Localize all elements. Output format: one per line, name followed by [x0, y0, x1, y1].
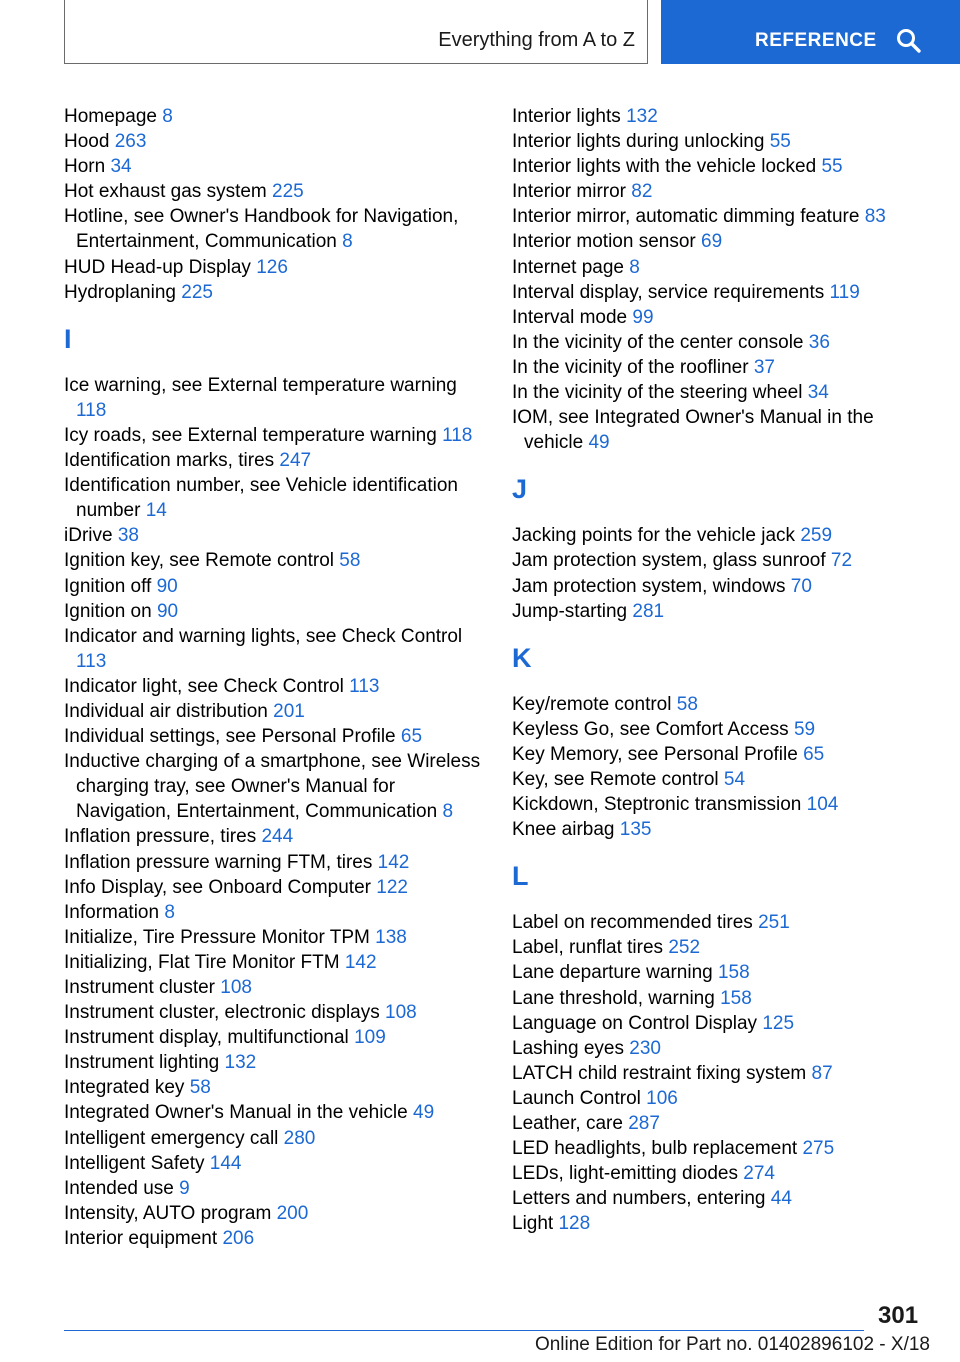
index-page-link[interactable]: 49	[413, 1102, 435, 1124]
index-entry	[512, 817, 932, 842]
index-entry-text: Hydroplaning	[64, 281, 176, 303]
index-entry-text: Interior equipment	[64, 1227, 218, 1249]
index-entry	[512, 792, 932, 817]
index-page-link[interactable]: 142	[344, 951, 377, 973]
index-entry	[512, 355, 932, 380]
index-page-link[interactable]: 225	[181, 281, 213, 303]
index-page-link[interactable]: 109	[354, 1027, 386, 1049]
index-entry-text: Interval display, service requirements	[512, 281, 825, 303]
index-entry-text: Instrument display, multifunctional	[64, 1027, 349, 1049]
index-entry	[64, 925, 484, 950]
index-page-link[interactable]: 132	[224, 1052, 257, 1074]
index-page-link[interactable]: 106	[646, 1087, 678, 1109]
index-entry	[64, 1126, 484, 1151]
index-entry-text: Individual air distribution	[64, 700, 268, 722]
index-page-link[interactable]: 118	[76, 399, 107, 421]
index-page-link[interactable]: 8	[629, 256, 640, 278]
index-entry-text: Lane threshold, warning	[512, 987, 715, 1009]
index-entry-text: Horn	[64, 156, 106, 178]
page-number: 301	[878, 1302, 919, 1329]
index-entry-text: Ignition off	[64, 575, 152, 597]
index-entry	[64, 1000, 484, 1025]
index-page-link[interactable]: 287	[628, 1113, 660, 1134]
index-page-link[interactable]: 142	[377, 851, 410, 873]
index-page-link[interactable]: 87	[811, 1062, 833, 1084]
index-page-link[interactable]: 247	[279, 450, 312, 472]
index-entry	[64, 423, 484, 448]
index-page-link[interactable]: 58	[339, 550, 361, 572]
index-entry-text: Kickdown, Steptronic transmission	[512, 794, 802, 816]
index-entry	[64, 1075, 484, 1100]
index-entry-text: In the vicinity of the steering wheel	[512, 382, 803, 404]
index-page-link[interactable]: 125	[762, 1012, 795, 1034]
index-entry-text: Label, runflat tires	[512, 937, 664, 959]
index-page-link[interactable]: 128	[558, 1213, 591, 1235]
index-page-link[interactable]: 8	[164, 901, 175, 923]
index-page-link[interactable]: 55	[821, 156, 843, 178]
index-page-link[interactable]: 158	[720, 987, 752, 1009]
index-entry-text: Label on recommended tires	[512, 912, 753, 934]
index-page-link[interactable]: 280	[283, 1127, 316, 1149]
index-entry-text: Key/remote control	[512, 693, 672, 715]
index-page-link[interactable]: 90	[156, 600, 179, 622]
index-entry-text: Jam protection system, glass sunroof	[512, 550, 826, 572]
index-entry-text: In the vicinity of the center console	[512, 331, 804, 353]
index-page-link[interactable]: 259	[800, 525, 833, 547]
index-entry	[64, 104, 484, 129]
index-entry	[64, 1176, 484, 1201]
index-page-link[interactable]: 44	[770, 1188, 792, 1210]
index-entry	[512, 255, 932, 280]
index-page-link[interactable]: 113	[349, 675, 380, 697]
index-entry	[64, 1226, 484, 1251]
index-entry	[512, 910, 932, 935]
index-entry-text: IOM, see Integrated Owner's Manual in the vehicle	[512, 407, 874, 454]
index-entry	[64, 850, 484, 875]
index-page-link[interactable]: 230	[629, 1037, 661, 1059]
index-entry-text: Hotline, see Owner's Handbook for Navigation, Entertainment, Communication	[64, 206, 459, 253]
index-entry	[512, 1211, 932, 1236]
index-page-link[interactable]: 8	[162, 106, 173, 127]
index-entry-text: Lashing eyes	[512, 1037, 624, 1059]
index-entry-text: Instrument lighting	[64, 1052, 220, 1074]
index-entry	[64, 1201, 484, 1226]
index-page-link[interactable]: 119	[829, 281, 860, 303]
index-page-link[interactable]: 38	[117, 525, 139, 547]
index-page-link[interactable]: 99	[632, 306, 654, 328]
index-page-link[interactable]: 65	[803, 743, 825, 765]
index-page-link[interactable]: 252	[668, 937, 701, 959]
index-entry	[512, 717, 932, 742]
index-page-link[interactable]: 275	[802, 1138, 835, 1160]
index-entry-text: iDrive	[64, 525, 113, 547]
index-page-link[interactable]: 138	[375, 926, 407, 948]
index-entry-text: Knee airbag	[512, 819, 615, 841]
index-entry	[64, 950, 484, 975]
index-entry	[512, 280, 932, 305]
index-entry-text: Integrated key	[64, 1077, 185, 1099]
index-entry-text: Instrument cluster	[64, 977, 215, 998]
index-page-link[interactable]: 225	[272, 181, 304, 203]
index-page-link[interactable]: 54	[723, 768, 746, 790]
index-entry-text: Indicator and warning lights, see Check Control	[64, 625, 463, 647]
index-entry	[512, 523, 932, 548]
index-entry	[64, 900, 484, 925]
index-entry	[512, 1011, 932, 1036]
index-entry-text: Interior mirror, automatic dimming feature	[512, 206, 860, 228]
index-entry-text: Homepage	[64, 106, 157, 127]
index-entry	[64, 373, 484, 423]
index-entry	[64, 624, 484, 674]
index-page-link[interactable]: 34	[110, 156, 132, 178]
index-entry-text: Interior lights during unlocking	[512, 131, 765, 153]
index-entry-text: Jump-starting	[512, 600, 628, 622]
index-page-link[interactable]: 104	[806, 794, 839, 816]
index-entry	[512, 1186, 932, 1211]
index-page-link[interactable]: 82	[631, 181, 653, 203]
index-entry	[512, 548, 932, 573]
index-page-link[interactable]: 58	[189, 1077, 211, 1099]
index-entry-text: Interior lights	[512, 106, 621, 127]
index-entry-text: Ice warning, see External temperature warning	[64, 374, 457, 396]
index-entry	[512, 104, 932, 129]
index-entry	[512, 599, 932, 624]
index-entry	[512, 1061, 932, 1086]
index-entry	[512, 1086, 932, 1111]
index-entry	[64, 699, 484, 724]
index-entry	[512, 767, 932, 792]
index-entry	[64, 1100, 484, 1125]
index-entry-text: Identification marks, tires	[64, 450, 275, 472]
index-entry-text: Individual settings, see Personal Profile	[64, 726, 396, 748]
index-entry	[512, 935, 932, 960]
index-letter-heading: J	[512, 474, 528, 505]
index-page-link[interactable]: 244	[261, 826, 294, 848]
index-entry	[64, 129, 484, 154]
section-title: Everything from A to Z	[438, 29, 635, 51]
index-entry	[512, 405, 932, 455]
index-page-link[interactable]: 58	[676, 693, 698, 715]
magnifier-icon[interactable]	[895, 27, 923, 55]
index-page-link[interactable]: 113	[76, 650, 107, 672]
index-entry	[512, 229, 932, 254]
index-entry-text: Initializing, Flat Tire Monitor FTM	[64, 951, 340, 973]
index-page-link[interactable]: 90	[156, 575, 178, 597]
index-entry-text: Ignition key, see Remote control	[64, 550, 335, 572]
index-page-link[interactable]: 118	[442, 424, 473, 446]
index-page-link[interactable]: 108	[385, 1002, 417, 1024]
index-page-link[interactable]: 281	[632, 600, 665, 622]
index-entry	[64, 875, 484, 900]
index-entry-text: Keyless Go, see Comfort Access	[512, 718, 789, 740]
index-entry-text: Intelligent emergency call	[64, 1127, 279, 1149]
index-entry	[512, 305, 932, 330]
index-entry	[512, 154, 932, 179]
index-entry	[512, 129, 932, 154]
index-page-link[interactable]: 8	[342, 231, 353, 253]
index-entry-text: Intelligent Safety	[64, 1152, 205, 1174]
index-page-link[interactable]: 206	[222, 1227, 255, 1249]
index-entry	[64, 574, 484, 599]
edition-note: Online Edition for Part no. 01402896102 - X/18	[534, 1334, 930, 1355]
index-entry	[512, 574, 932, 599]
index-entry	[512, 330, 932, 355]
index-entry	[64, 1025, 484, 1050]
footer-divider	[64, 1330, 864, 1331]
index-page-link[interactable]: 65	[400, 726, 423, 748]
index-entry-text: Language on Control Display	[512, 1012, 758, 1034]
index-entry	[512, 1111, 932, 1136]
index-page-link[interactable]: 8	[442, 801, 454, 823]
index-page-link[interactable]: 201	[273, 700, 305, 722]
index-entry	[64, 448, 484, 473]
index-entry	[64, 599, 484, 624]
index-entry-text: LED headlights, bulb replacement	[512, 1138, 798, 1160]
index-entry	[64, 749, 484, 824]
index-entry	[64, 154, 484, 179]
index-entry-text: Identification number, see Vehicle identification number	[64, 475, 458, 522]
index-entry	[64, 473, 484, 523]
index-entry	[512, 179, 932, 204]
index-entry-text: Light	[512, 1213, 554, 1235]
index-letter-heading: I	[64, 323, 72, 354]
index-entry-text: Instrument cluster, electronic displays	[64, 1002, 380, 1024]
index-entry	[512, 742, 932, 767]
index-entry-text: Internet page	[512, 256, 624, 278]
index-page-link[interactable]: 122	[376, 876, 408, 898]
index-entry-text: Lane departure warning	[512, 962, 713, 984]
index-page-link[interactable]: 135	[619, 819, 652, 841]
index-entry-text: Leather, care	[512, 1113, 623, 1134]
index-entry	[64, 674, 484, 699]
index-entry-text: Hood	[64, 131, 110, 153]
index-entry	[64, 255, 484, 280]
index-entry	[64, 548, 484, 573]
index-entry-text: Integrated Owner's Manual in the vehicle	[64, 1102, 408, 1124]
index-page-link[interactable]: 49	[588, 432, 610, 454]
index-page-link[interactable]: 59	[793, 718, 816, 740]
index-entry-text: LEDs, light-emitting diodes	[512, 1163, 738, 1185]
index-entry	[512, 204, 932, 229]
index-entry-text: Interior mirror	[512, 181, 627, 203]
index-column-right	[512, 104, 932, 1236]
index-entry-text: Initialize, Tire Pressure Monitor TPM	[64, 926, 370, 948]
index-letter-heading: L	[512, 861, 529, 892]
index-page-link[interactable]: 132	[626, 106, 658, 127]
index-entry-text: Inflation pressure, tires	[64, 826, 257, 848]
index-page-link[interactable]: 83	[864, 206, 886, 228]
index-entry-text: Letters and numbers, entering	[512, 1188, 766, 1210]
index-entry	[512, 1161, 932, 1186]
index-entry-text: Jam protection system, windows	[512, 575, 786, 597]
index-entry	[64, 724, 484, 749]
reference-tab[interactable]	[661, 0, 960, 64]
index-entry	[64, 179, 484, 204]
index-entry	[64, 280, 484, 305]
index-page-link[interactable]: 200	[276, 1202, 309, 1224]
index-page-link[interactable]: 69	[701, 231, 723, 253]
index-page-link[interactable]: 251	[758, 912, 790, 934]
index-page-link[interactable]: 144	[209, 1152, 242, 1174]
index-entry-text: Inductive charging of a smartphone, see Wireless charging tray, see Owner's Manual for Navigation, Entertainment, Communication	[64, 751, 481, 823]
index-page-link[interactable]: 126	[256, 256, 288, 278]
index-page-link[interactable]: 274	[743, 1163, 775, 1185]
index-entry-text: Interval mode	[512, 306, 628, 328]
index-page-link[interactable]: 158	[717, 962, 750, 984]
index-entry-text: Indicator light, see Check Control	[64, 675, 344, 697]
index-entry	[512, 1036, 932, 1061]
index-entry-text: Hot exhaust gas system	[64, 181, 267, 203]
index-entry-text: Information	[64, 901, 160, 923]
index-entry-text: Launch Control	[512, 1087, 641, 1109]
index-entry-text: Jacking points for the vehicle jack	[512, 525, 796, 547]
index-entry	[512, 692, 932, 717]
index-entry-text: Intensity, AUTO program	[64, 1202, 272, 1224]
index-page-link[interactable]: 37	[753, 356, 775, 378]
index-entry-text: Interior motion sensor	[512, 231, 696, 253]
index-entry-text: Interior lights with the vehicle locked	[512, 156, 817, 178]
index-entry-text: HUD Head-up Display	[64, 256, 251, 278]
index-entry-text: Inflation pressure warning FTM, tires	[64, 851, 373, 873]
index-page-link[interactable]: 9	[179, 1177, 190, 1199]
header-section-box	[64, 0, 648, 64]
index-entry-text: Key, see Remote control	[512, 768, 719, 790]
index-entry	[512, 1136, 932, 1161]
index-page-link[interactable]: 108	[220, 977, 252, 998]
index-page-link[interactable]: 55	[769, 131, 791, 153]
index-entry	[64, 824, 484, 849]
index-entry-text: Ignition on	[64, 600, 152, 622]
index-page-link[interactable]: 14	[145, 500, 167, 522]
index-entry	[512, 380, 932, 405]
index-entry-text: Intended use	[64, 1177, 174, 1199]
index-page-link[interactable]: 36	[808, 331, 830, 353]
index-entry	[64, 1050, 484, 1075]
index-letter-heading: K	[512, 642, 532, 673]
index-entry	[512, 960, 932, 985]
index-page-link[interactable]: 70	[790, 575, 812, 597]
index-entry-text: LATCH child restraint fixing system	[512, 1062, 807, 1084]
index-page-link[interactable]: 34	[807, 382, 829, 404]
index-entry	[64, 523, 484, 548]
index-entry-text: Icy roads, see External temperature warning	[64, 424, 437, 446]
index-entry-text: Info Display, see Onboard Computer	[64, 876, 371, 898]
index-entry	[64, 1151, 484, 1176]
index-entry	[512, 986, 932, 1011]
index-column-left	[64, 104, 484, 1251]
reference-tab-label: REFERENCE	[755, 30, 877, 51]
index-entry-text: In the vicinity of the roofliner	[512, 356, 749, 378]
index-entry-text: Key Memory, see Personal Profile	[512, 743, 798, 765]
index-page-link[interactable]: 72	[830, 550, 853, 572]
index-page-link[interactable]: 263	[114, 131, 147, 153]
index-entry	[64, 204, 484, 254]
index-entry	[64, 975, 484, 1000]
